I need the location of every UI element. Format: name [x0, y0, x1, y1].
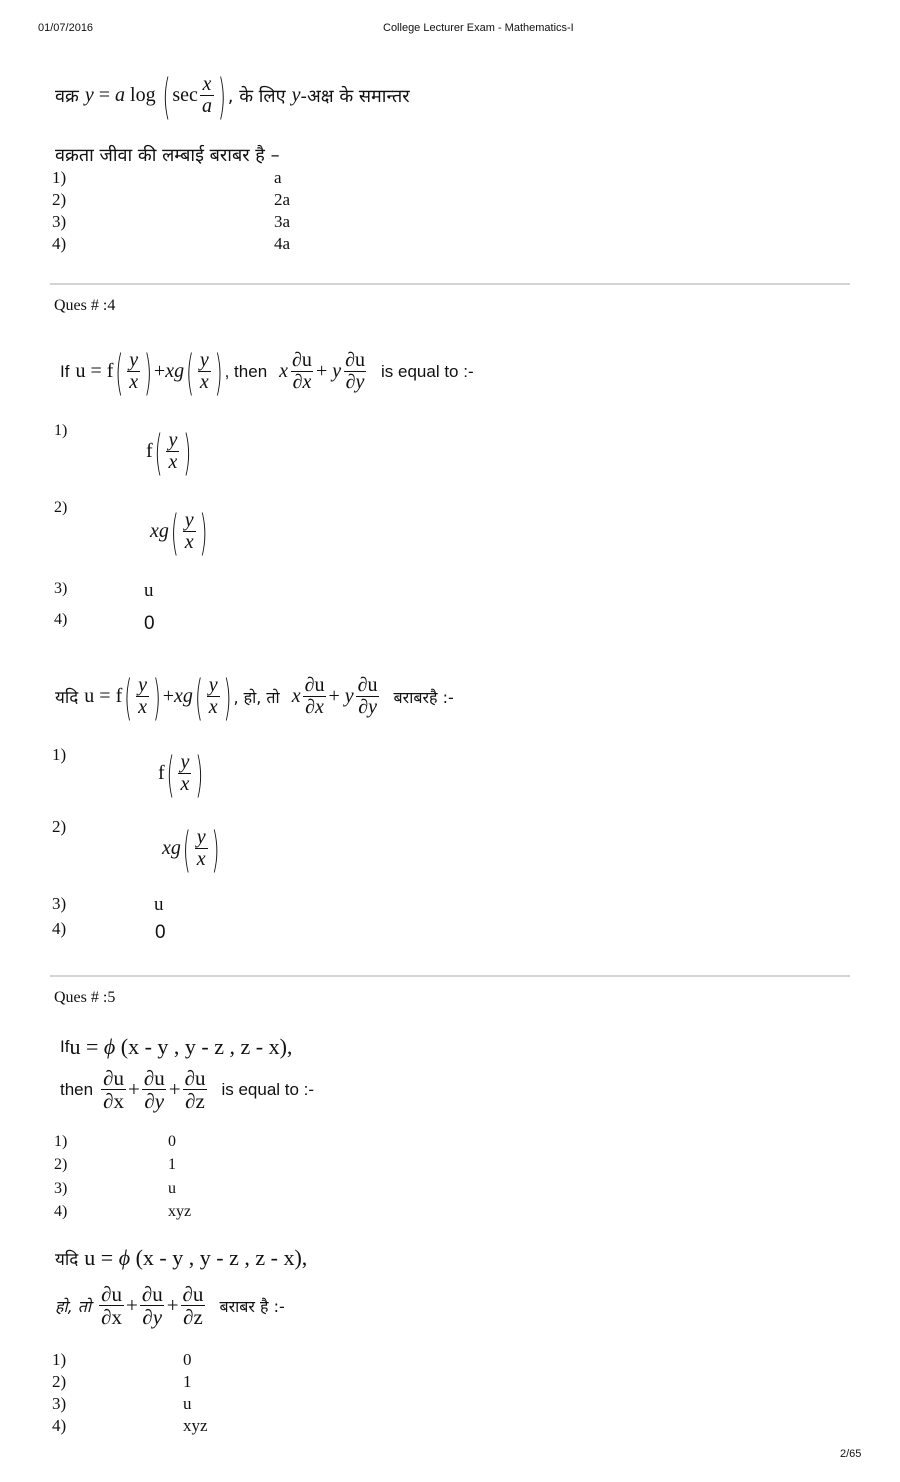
- q3-hindi-prefix: वक्र: [55, 85, 79, 107]
- q3-option-4-value: 4a: [274, 234, 291, 253]
- q4-en-option-1-formula: f ( $\frac{y}{x}$ ): [146, 422, 192, 481]
- q4-en-option-1-number: 1): [54, 422, 68, 439]
- q5-en-option-1-number: 1): [54, 1133, 68, 1150]
- q5-hi-option-3-value: u: [183, 1394, 192, 1413]
- q4-en-then: , then: [224, 361, 268, 381]
- q5-en-option-3-number: 3): [54, 1180, 68, 1197]
- divider: [50, 283, 850, 285]
- q5-en-then: then: [60, 1079, 94, 1099]
- q5-hi-option-2-value: 1: [183, 1372, 192, 1391]
- q5-hi-tail: बराबर है :-: [219, 1296, 285, 1316]
- q4-en-option-3-number: 3): [54, 580, 68, 597]
- q4-label: Ques # :4: [54, 297, 116, 314]
- q3-option-3-number: 3): [52, 212, 67, 231]
- q4-en-if: If: [60, 361, 70, 381]
- divider: [50, 975, 850, 977]
- q5-hi-option-1-value: 0: [183, 1350, 192, 1369]
- q5-en-option-4-number: 4): [54, 1203, 68, 1220]
- q4-hindi-statement: यदि u = f ( $\frac{y}{x}$ ) + xg ( $\frac{y}{x}$ ) , हो, तो x $\frac{\partial u}{\partial x}$ + y $\frac{\partial u}{\partial y}$ बराबरहै :-: [55, 667, 454, 726]
- q5-en-option-4-value: xyz: [168, 1203, 192, 1220]
- q3-option-4-number: 4): [52, 234, 67, 253]
- q4-en-option-3-value: u: [144, 580, 154, 601]
- q5-label: Ques # :5: [54, 989, 116, 1006]
- q3-option-2-number: 2): [52, 190, 67, 209]
- q5-hi-option-3-number: 3): [52, 1394, 67, 1413]
- q5-en-tail: is equal to :-: [221, 1079, 315, 1099]
- q4-en-option-4-value: 0: [144, 613, 155, 634]
- q4-en-option-4-number: 4): [54, 611, 68, 628]
- q5-en-if: If: [60, 1037, 70, 1056]
- q3-option-2-value: 2a: [274, 190, 291, 209]
- q4-hi-option-4-number: 4): [52, 919, 67, 938]
- header-date: 01/07/2016: [38, 22, 94, 34]
- q5-hi-then: हो, तो: [55, 1296, 92, 1316]
- q4-hi-if: यदि: [55, 688, 79, 708]
- q3-curve-formula: y = a log ( sec $\frac{x}{a}$ ): [84, 66, 226, 125]
- q4-hi-tail: बराबरहै :-: [393, 687, 454, 707]
- q4-english-statement: If u = f ( $\frac{y}{x}$ ) + xg ( $\frac{y}{x}$ ) , then x $\frac{\partial u}{\partial x}$ + y $\frac{\partial u}{\partial y}$ is equal to :-: [60, 342, 474, 401]
- q4-hi-option-1-formula: f ( $\frac{y}{x}$ ): [158, 744, 204, 803]
- q5-hi-if: यदि: [55, 1249, 79, 1270]
- q4-hi-option-3-number: 3): [52, 894, 67, 913]
- page-number: 2/65: [840, 1448, 862, 1460]
- q3-hindi-suffix: , के लिए: [227, 85, 286, 107]
- q5-hi-option-4-number: 4): [52, 1416, 67, 1435]
- q4-hi-option-3-value: u: [154, 894, 164, 915]
- q4-en-option-2-formula: xg ( $\frac{y}{x}$ ): [150, 502, 208, 561]
- q3-option-1-value: a: [274, 168, 282, 187]
- q5-hindi-line2: हो, तो $\frac{\partial u}{\partial x}$ + $\frac{\partial u}{\partial y}$ + $\frac{\partial u}{\partial z}$ बराबर है :-: [55, 1282, 285, 1330]
- q3-hindi-end: -अक्ष के समान्तर: [300, 85, 410, 107]
- q5-en-option-2-value: 1: [168, 1156, 176, 1173]
- q4-en-tail: is equal to :-: [381, 361, 474, 381]
- header-title: College Lecturer Exam - Mathematics-I: [383, 22, 574, 34]
- q5-hindi-line1: यदि u = ϕ (x - y , y - z , z - x),: [55, 1245, 308, 1270]
- q3-hindi-statement-line1: वक्र y = a log ( sec $\frac{x}{a}$ ) , के लिए y -अक्ष के समान्तर: [55, 66, 410, 125]
- q5-en-option-1-value: 0: [168, 1133, 176, 1150]
- q5-english-line2: then $\frac{\partial u}{\partial x}$ + $\frac{\partial u}{\partial y}$ + $\frac{\partial u}{\partial z}$ is equal to :-: [60, 1066, 315, 1114]
- q4-hi-option-2-formula: xg ( $\frac{y}{x}$ ): [162, 819, 220, 878]
- q5-en-option-3-value: u: [168, 1180, 176, 1197]
- q3-option-3-value: 3a: [274, 212, 291, 231]
- q4-hi-option-4-value: 0: [155, 922, 166, 943]
- q5-english-line1: If u = ϕ (x - y , y - z , z - x),: [60, 1034, 293, 1059]
- q5-hi-option-4-value: xyz: [183, 1416, 208, 1435]
- q3-option-1-number: 1): [52, 168, 67, 187]
- q5-hi-option-1-number: 1): [52, 1350, 67, 1369]
- q3-hindi-statement-line2: वक्रता जीवा की लम्बाई बराबर है –: [55, 145, 280, 166]
- q4-hi-option-2-number: 2): [52, 817, 67, 836]
- q5-hi-option-2-number: 2): [52, 1372, 67, 1391]
- q4-hi-then: , हो, तो: [233, 687, 280, 707]
- q4-en-option-2-number: 2): [54, 499, 68, 516]
- q4-hi-option-1-number: 1): [52, 745, 67, 764]
- q5-en-option-2-number: 2): [54, 1156, 68, 1173]
